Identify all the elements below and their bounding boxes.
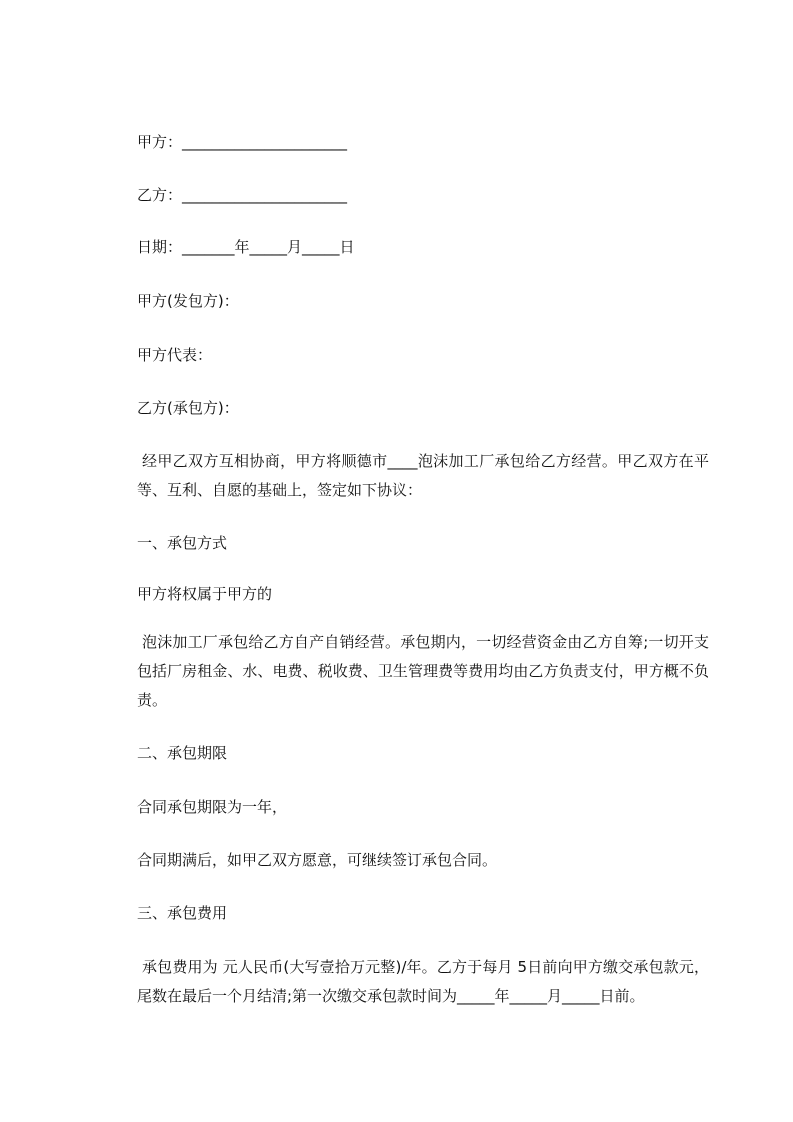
party-a-field: 甲方：______________________ [137,133,348,151]
intro-paragraph: 经甲乙双方互相协商，甲方将顺德市____泡沫加工厂承包给乙方经营。甲乙双方在平等、互利、自愿的基础上，签定如下协议： [137,452,709,499]
section-paragraph: 泡沫加工厂承包给乙方自产自销经营。承包期内，一切经营资金由乙方自筹;一切开支包括厂房租金、水、电费、税收费、卫生管理费等费用均由乙方负责支付，甲方概不负责。 [137,633,709,709]
section-heading: 三、承包费用 [137,904,228,922]
section-heading: 二、承包期限 [137,744,228,762]
date-field: 日期：_______年_____月_____日 [137,238,355,256]
section-paragraph: 承包费用为 元人民币(大写壹拾万元整)/年。乙方于每月 5日前向甲方缴交承包款元，尾数在最后一个月结清;第一次缴交承包款时间为_____年_____月_____日前。 [137,958,709,1005]
section-text: 甲方将权属于甲方的 [137,585,273,603]
section-text: 合同承包期限为一年， [137,798,288,816]
party-b-field: 乙方：______________________ [137,186,348,204]
section-text: 合同期满后，如甲乙双方愿意，可继续签订承包合同。 [137,851,498,869]
section-heading: 一、承包方式 [137,534,228,552]
party-b-role: 乙方(承包方)： [137,399,239,417]
party-a-role: 甲方(发包方)： [137,292,239,310]
party-a-representative: 甲方代表： [137,346,213,364]
